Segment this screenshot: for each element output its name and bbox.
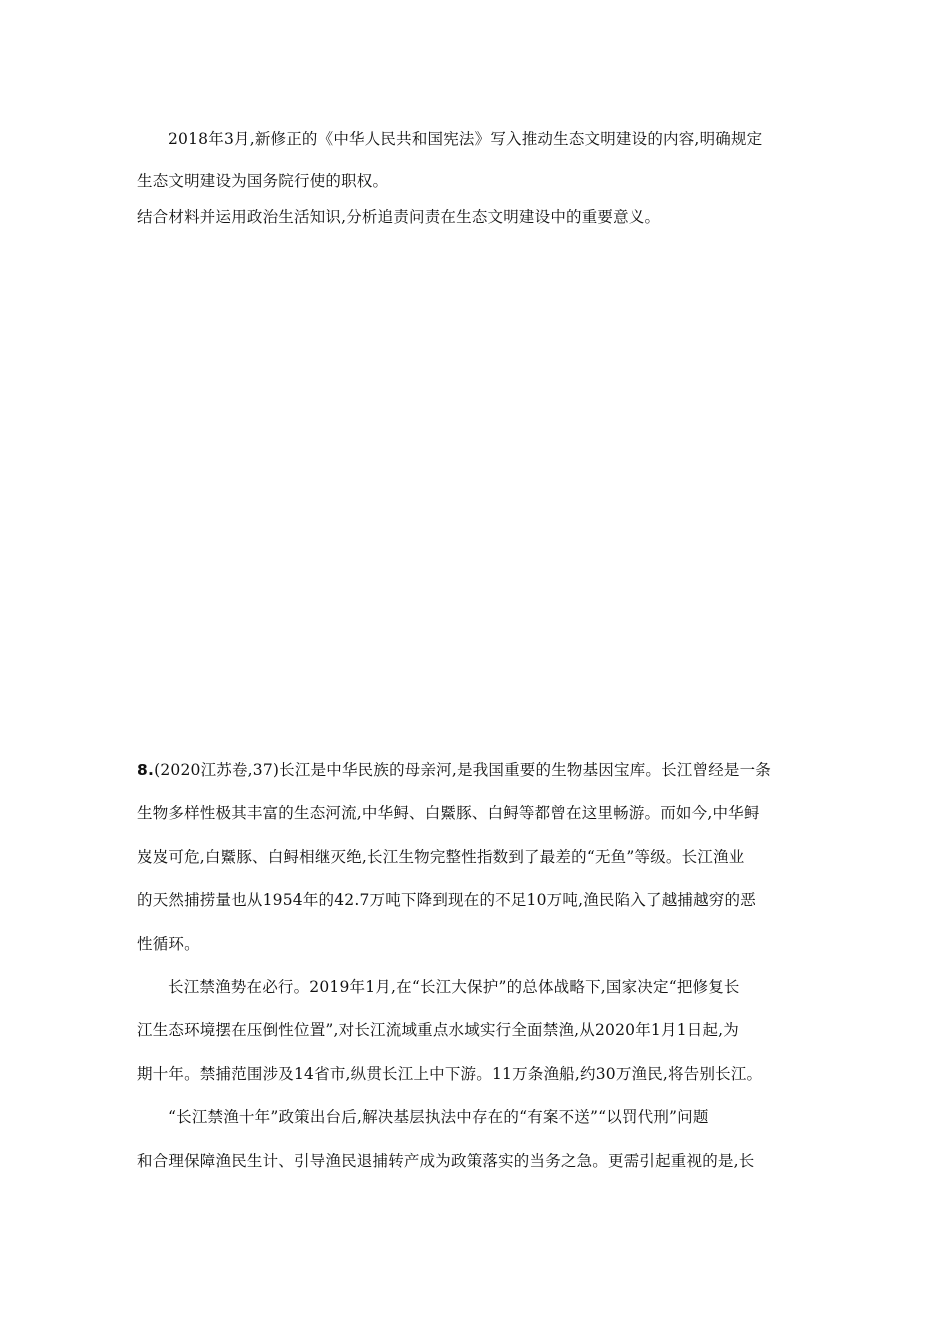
question-8-line-2: 生物多样性极其丰富的生态河流,中华鲟、白鱀豚、白鲟等都曾在这里畅游。而如今,中华鲟 bbox=[137, 804, 760, 823]
paragraph-2-line-1: 长江禁渔势在必行。2019年1月,在“长江大保护”的总体战略下,国家决定“把修复长 bbox=[168, 977, 740, 996]
question-8-text: (2020江苏卷,37)长江是中华民族的母亲河,是我国重要的生物基因宝库。长江曾经是一条 bbox=[154, 761, 771, 779]
paragraph-3-line-1: “长江禁渔十年”政策出台后,解决基层执法中存在的“有案不送”“以罚代刑”问题 bbox=[168, 1108, 709, 1127]
material-paragraph-line-2: 生态文明建设为国务院行使的职权。 bbox=[137, 172, 389, 190]
paragraph-3-line-2: 和合理保障渔民生计、引导渔民退捕转产成为政策落实的当务之急。更需引起重视的是,长 bbox=[137, 1151, 755, 1170]
material-section bbox=[137, 128, 809, 248]
paragraph-2-line-2: 江生态环境摆在压倒性位置”,对长江流域重点水域实行全面禁渔,从2020年1月1日起,为 bbox=[137, 1021, 739, 1040]
question-8-line-4: 的天然捕捞量也从1954年的42.7万吨下降到现在的不足10万吨,渔民陷入了越捕越穷的恶 bbox=[137, 891, 756, 910]
question-8 bbox=[137, 759, 809, 1193]
material-paragraph-line-1: 2018年3月,新修正的《中华人民共和国宪法》写入推动生态文明建设的内容,明确规定 bbox=[168, 130, 763, 148]
question-number: 8. bbox=[137, 761, 155, 779]
question-prompt: 结合材料并运用政治生活知识,分析追责问责在生态文明建设中的重要意义。 bbox=[137, 208, 661, 226]
question-8-line-3: 岌岌可危,白鱀豚、白鲟相继灭绝,长江生物完整性指数到了最差的“无鱼”等级。长江渔业 bbox=[137, 847, 745, 866]
question-8-line-5: 性循环。 bbox=[137, 934, 200, 953]
paragraph-2-line-3: 期十年。禁捕范围涉及14省市,纵贯长江上中下游。11万条渔船,约30万渔民,将告别长江。 bbox=[137, 1064, 763, 1083]
question-8-line-1 bbox=[137, 759, 809, 802]
